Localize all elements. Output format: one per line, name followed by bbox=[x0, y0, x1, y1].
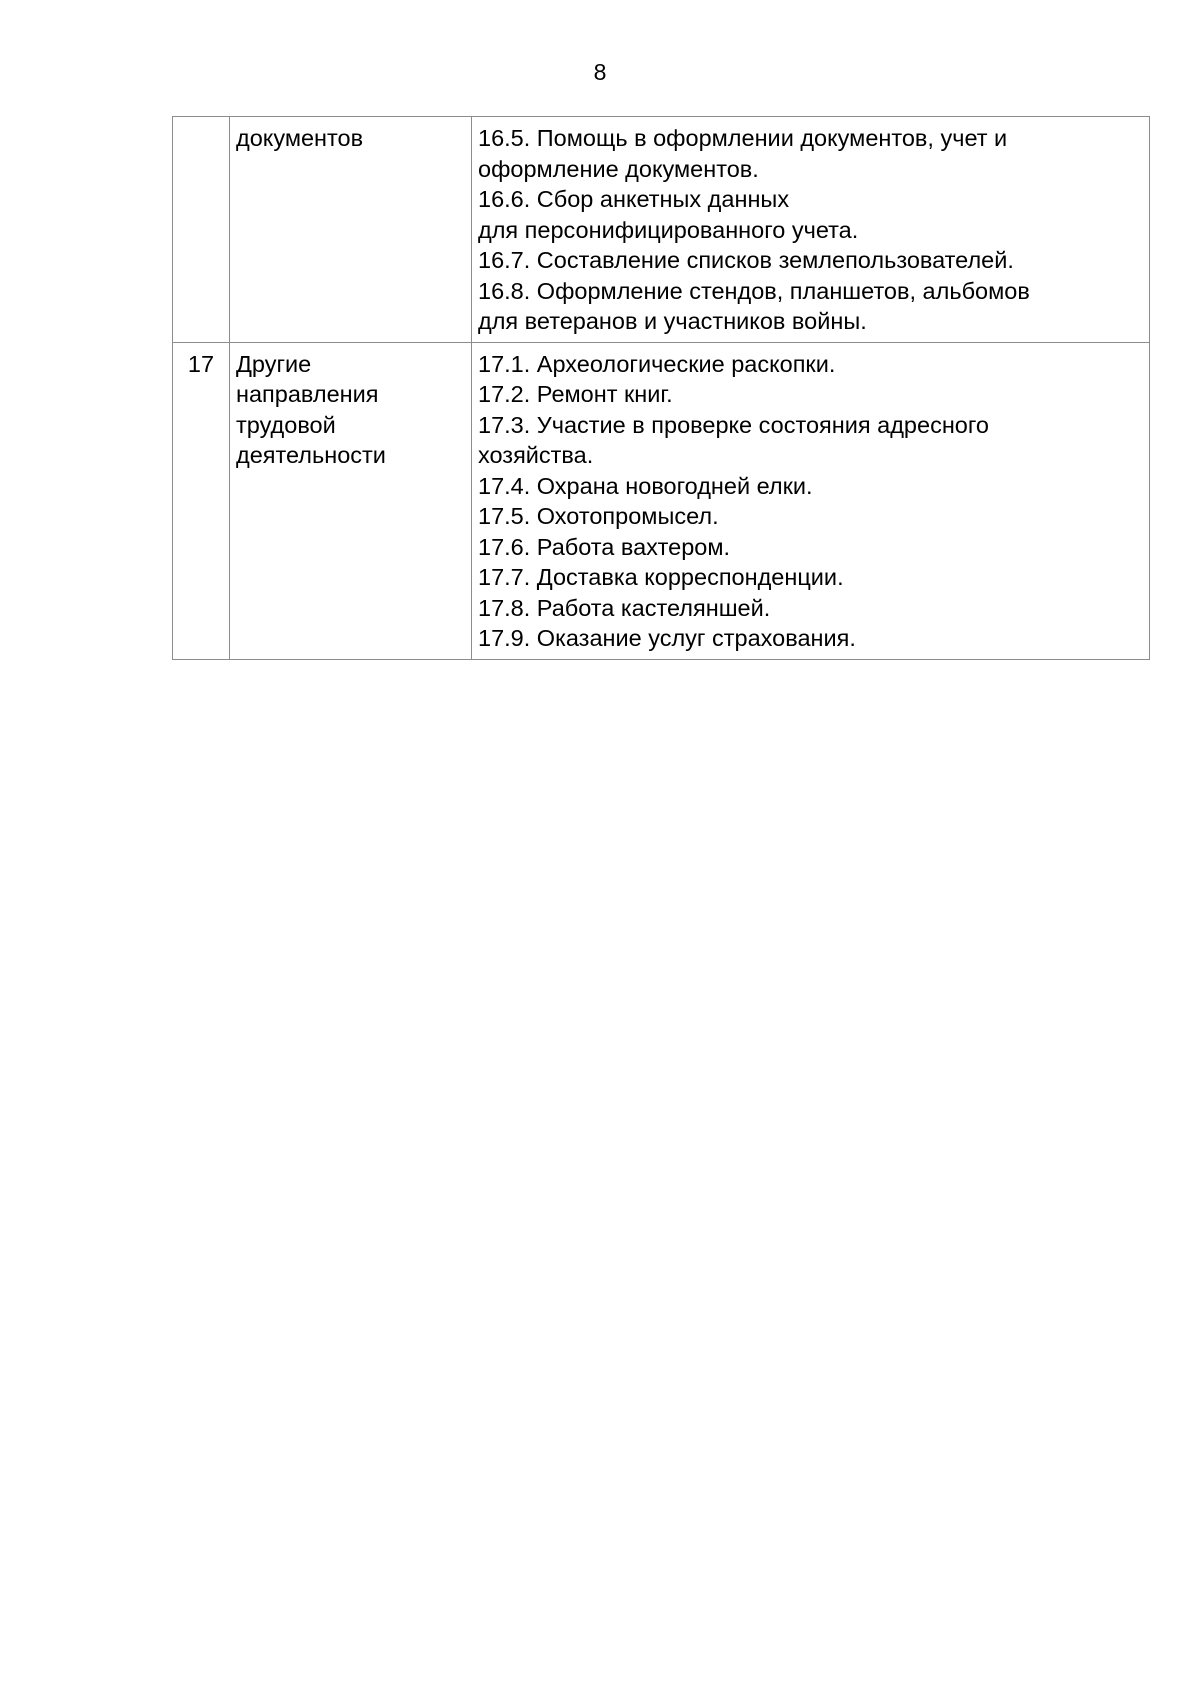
direction-line: направления bbox=[236, 381, 379, 407]
list-item: 17.1. Археологические раскопки. bbox=[478, 350, 836, 377]
direction-line: деятельности bbox=[236, 442, 386, 468]
list-item: 17.2. Ремонт книг. bbox=[478, 381, 673, 407]
page-number: 8 bbox=[593, 59, 607, 85]
list-item: для ветеранов и участников войны. bbox=[478, 308, 867, 334]
direction-line: документов bbox=[236, 125, 364, 151]
row-number-cell: 17 bbox=[173, 342, 230, 659]
activities-table bbox=[172, 116, 1150, 660]
table-row bbox=[173, 117, 1150, 343]
direction-line: Другие bbox=[236, 350, 312, 377]
list-item: оформление документов. bbox=[478, 155, 759, 182]
row-number-cell bbox=[173, 117, 230, 343]
list-item: 16.7. Составление списков землепользователей. bbox=[478, 247, 1014, 273]
list-item: хозяйства. bbox=[478, 442, 594, 468]
items-cell bbox=[472, 342, 1150, 659]
list-item: 16.8. Оформление стендов, планшетов, альбомов bbox=[478, 277, 1030, 304]
list-item: 17.3. Участие в проверке состояния адресного bbox=[478, 411, 989, 438]
list-item: 17.8. Работа кастеляншей. bbox=[478, 594, 771, 621]
list-item: 17.9. Оказание услуг страхования. bbox=[478, 625, 856, 651]
list-item: 16.5. Помощь в оформлении документов, учет и bbox=[478, 125, 1008, 151]
list-item: 16.6. Сбор анкетных данных bbox=[478, 186, 790, 212]
direction-cell bbox=[230, 117, 472, 343]
list-item: для персонифицированного учета. bbox=[478, 216, 859, 243]
list-item: 17.5. Охотопромысел. bbox=[478, 503, 719, 529]
items-cell bbox=[472, 117, 1150, 343]
list-item: 17.4. Охрана новогодней елки. bbox=[478, 472, 813, 499]
direction-cell bbox=[230, 342, 472, 659]
direction-line: трудовой bbox=[236, 411, 336, 438]
table-row bbox=[173, 342, 1150, 659]
list-item: 17.6. Работа вахтером. bbox=[478, 533, 731, 560]
list-item: 17.7. Доставка корреспонденции. bbox=[478, 564, 844, 590]
